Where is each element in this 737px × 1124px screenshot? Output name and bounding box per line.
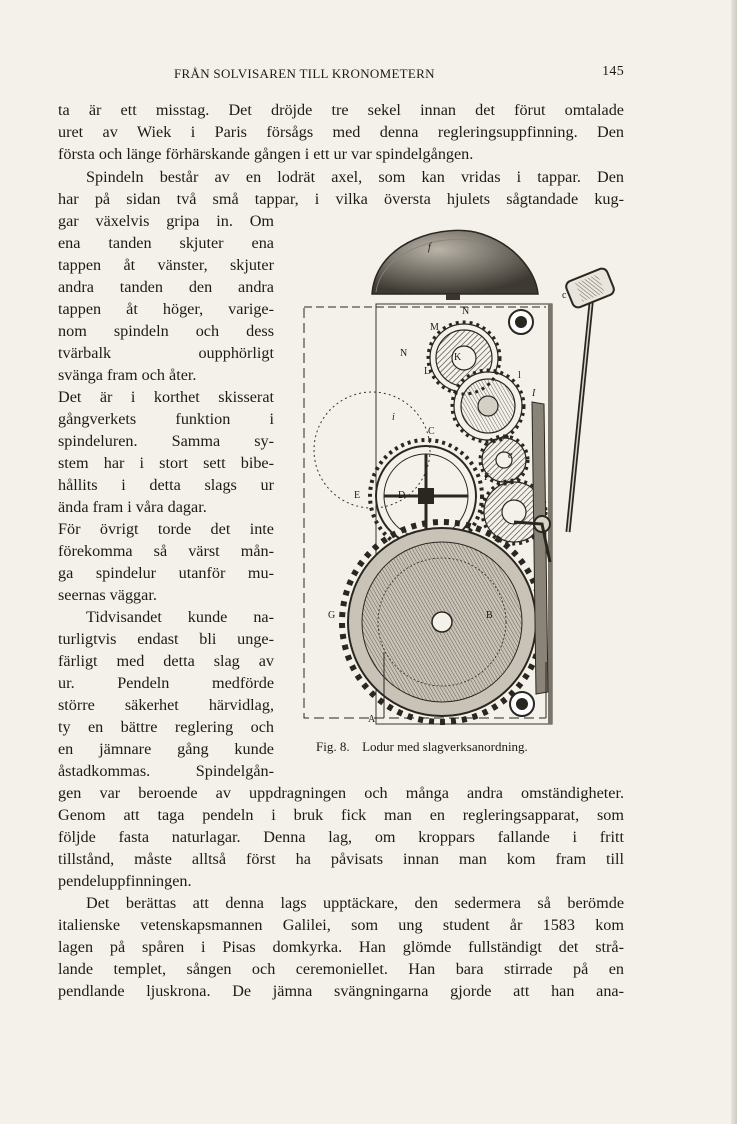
side-line: en jämnare gång kunde xyxy=(58,740,274,758)
side-line: spindeluren. Samma sy- xyxy=(58,432,274,450)
side-line: svänga fram och åter. xyxy=(58,366,197,384)
body-line: tillstånd, måste alltså först ha påvisats innan man kom fram till xyxy=(58,850,624,868)
side-line: ena tanden skjuter ena xyxy=(58,234,274,252)
figure-label: E xyxy=(354,490,361,501)
running-header xyxy=(56,64,624,84)
running-title: FRÅN SOLVISAREN TILL KRONOMETERN xyxy=(174,66,435,81)
side-line: tappen åt höger, varige- xyxy=(58,300,274,318)
side-line: tappen åt vänster, skjuter xyxy=(58,256,274,274)
clock-mechanism-figure xyxy=(296,222,618,738)
body-line: pendeluppfinningen. xyxy=(58,872,192,890)
figure-label: A xyxy=(368,714,376,725)
side-line: åstadkommas. Spindelgån- xyxy=(58,762,274,780)
body-line: gen var beroende av uppdragningen och många andra omständigheter. xyxy=(58,784,624,802)
side-line: För övrigt torde det inte xyxy=(58,520,274,538)
figure-label: G xyxy=(328,610,336,621)
side-line: ty en bättre reglering och xyxy=(58,718,274,736)
figure-number: Fig. 8. xyxy=(316,739,350,754)
side-line: färligt med detta slag av xyxy=(58,652,274,670)
side-line: gångverkets funktion i xyxy=(58,410,274,428)
figure-label: B xyxy=(486,610,493,621)
body-line: lande templet, sången och ceremoniellet. Han bara stirrade på en xyxy=(58,960,624,978)
figure-caption xyxy=(316,739,616,755)
body-line: Det berättas att denna lags upptäckare, den sedermera så berömde xyxy=(86,894,624,912)
body-line: Genom att taga pendeln i bruk fick man en regleringsapparat, som xyxy=(58,806,624,824)
figure-label: L xyxy=(424,366,431,377)
body-line: följde fasta naturlagar. Denna lag, om kroppars fallande i fritt xyxy=(58,828,624,846)
page-number: 145 xyxy=(602,64,624,79)
page-edge-shadow xyxy=(731,0,737,1124)
side-line: stem har i stort sett bibe- xyxy=(58,454,274,472)
side-line: ända fram i våra dagar. xyxy=(58,498,207,516)
side-line: hållits i detta slags ur xyxy=(58,476,274,494)
body-line: ta är ett misstag. Det dröjde tre sekel innan det förut omtalade xyxy=(58,101,624,119)
side-line: Det är i korthet skisserat xyxy=(58,388,274,406)
side-line: nom spindeln och dess xyxy=(58,322,274,340)
body-line: har på sidan två små tappar, i vilka översta hjulets sågtandade kug- xyxy=(58,190,624,208)
body-line: pendlande ljuskrona. De jämna svängningarna gjorde att han ana- xyxy=(58,982,624,1000)
side-line: gar växelvis gripa in. Om xyxy=(58,212,274,230)
figure-label: K xyxy=(454,352,462,363)
figure-label: D xyxy=(398,490,406,501)
figure-label: l xyxy=(518,370,521,381)
figure-label: N xyxy=(400,348,408,359)
figure-label: M xyxy=(430,322,439,333)
body-line: lagen på spåren i Pisas domkyrka. Han glömde fullständigt det strå- xyxy=(58,938,624,956)
side-line: seernas väggar. xyxy=(58,586,157,604)
figure-label: c xyxy=(562,290,567,301)
figure-label: i xyxy=(392,412,395,423)
figure-caption-text: Lodur med slagverksanordning. xyxy=(362,739,528,754)
figure-label: f xyxy=(428,242,431,253)
side-line: tvärbalk oupphörligt xyxy=(58,344,274,362)
side-line: andra tanden den andra xyxy=(58,278,274,296)
clock-mechanism-drawing xyxy=(296,222,618,738)
side-line: förekomma så värst mån- xyxy=(58,542,274,560)
figure-label: F xyxy=(484,472,490,483)
side-line: ur. Pendeln medförde xyxy=(58,674,274,692)
body-line: uret av Wiek i Paris försågs med denna regleringsuppfinning. Den xyxy=(58,123,624,141)
body-line: Spindeln består av en lodrät axel, som kan vridas i tappar. Den xyxy=(86,168,624,186)
side-line: ga spindelur utanför mu- xyxy=(58,564,274,582)
side-line: Tidvisandet kunde na- xyxy=(86,608,274,626)
side-line: turligtvis endast bli unge- xyxy=(58,630,274,648)
figure-label: e xyxy=(508,450,513,461)
side-line: större säkerhet härvidlag, xyxy=(58,696,274,714)
figure-label: C xyxy=(428,426,435,437)
figure-label: N xyxy=(462,306,470,317)
figure-label: I xyxy=(532,388,536,399)
body-line: italienske vetenskapsmannen Galilei, som ung student år 1583 kom xyxy=(58,916,624,934)
body-line: första och länge förhärskande gången i ett ur var spindelgången. xyxy=(58,145,474,163)
